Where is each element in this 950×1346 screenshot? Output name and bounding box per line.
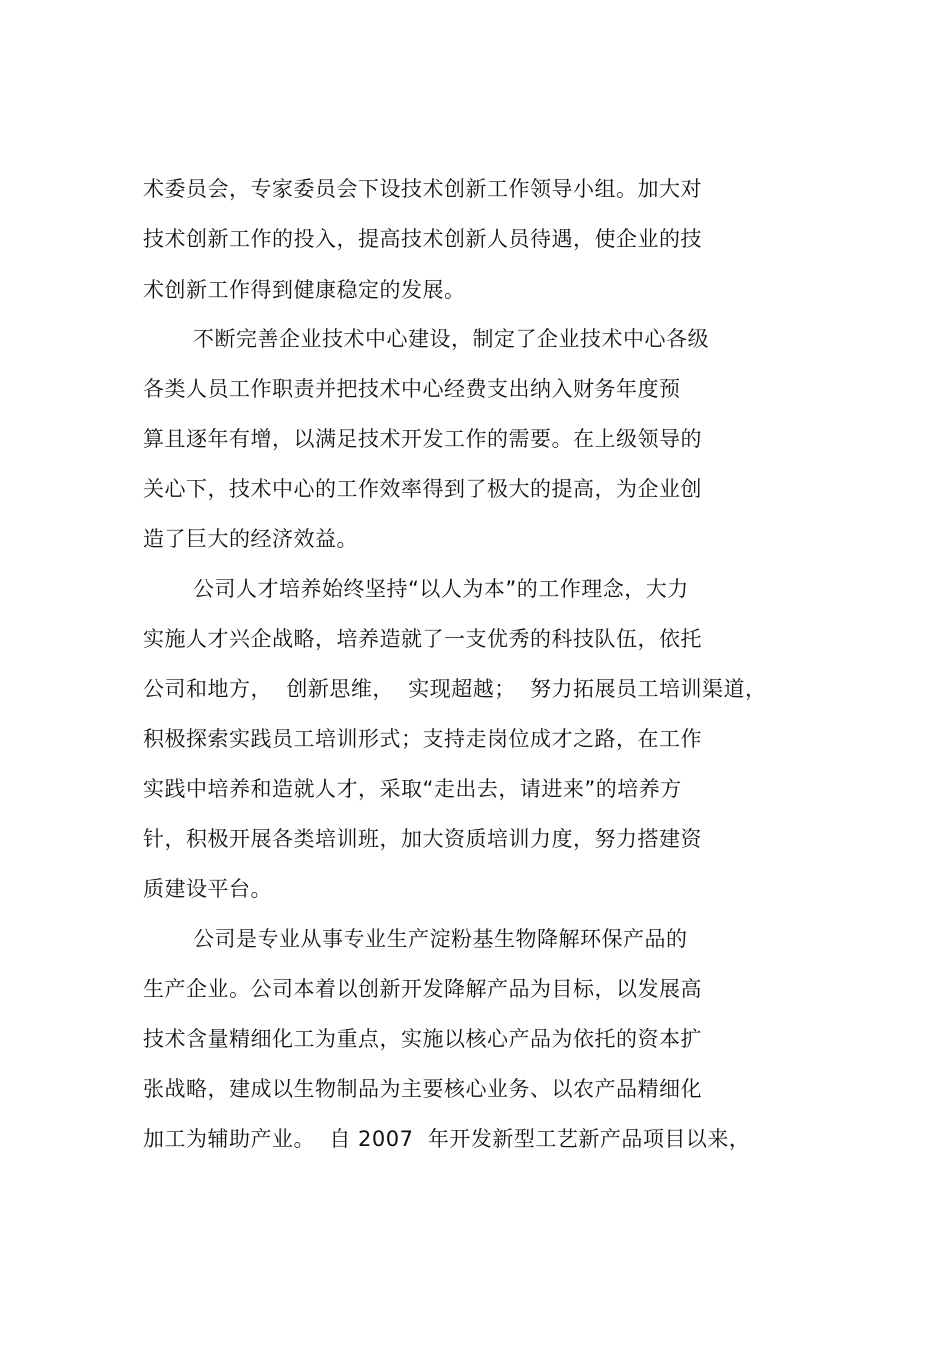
text-line: 积极探索实践员工培训形式；支持走岗位成才之路，在工作 bbox=[143, 727, 702, 751]
text-line: 张战略，建成以生物制品为主要核心业务、以农产品精细化 bbox=[143, 1077, 702, 1101]
text-line: 造了巨大的经济效益。 bbox=[143, 527, 358, 551]
text-line: 实施人才兴企战略，培养造就了一支优秀的科技队伍，依托 bbox=[143, 627, 702, 651]
text-line: 术创新工作得到健康稳定的发展。 bbox=[143, 278, 466, 302]
text-line: 算且逐年有增，以满足技术开发工作的需要。在上级领导的 bbox=[143, 427, 702, 451]
paragraph-start-line: 公司是专业从事专业生产淀粉基生物降解环保产品的 bbox=[193, 927, 688, 951]
text-line: 生产企业。公司本着以创新开发降解产品为目标，以发展高 bbox=[143, 977, 702, 1001]
text-line: 关心下，技术中心的工作效率得到了极大的提高，为企业创 bbox=[143, 477, 702, 501]
text-line: 实践中培养和造就人才，采取“走出去，请进来”的培养方 bbox=[143, 777, 682, 801]
paragraph-start-line: 公司人才培养始终坚持“以人为本”的工作理念，大力 bbox=[193, 577, 689, 601]
text-line: 质建设平台。 bbox=[143, 877, 272, 901]
text-line: 技术含量精细化工为重点，实施以核心产品为依托的资本扩 bbox=[143, 1027, 702, 1051]
text-line: 各类人员工作职责并把技术中心经费支出纳入财务年度预 bbox=[143, 377, 681, 401]
text-line: 术委员会，专家委员会下设技术创新工作领导小组。加大对 bbox=[143, 177, 702, 201]
text-line: 针，积极开展各类培训班，加大资质培训力度，努力搭建资 bbox=[143, 827, 702, 851]
text-line: 技术创新工作的投入，提高技术创新人员待遇，使企业的技 bbox=[143, 227, 702, 251]
text-line: 加工为辅助产业。 自 2007 年开发新型工艺新产品项目以来， bbox=[143, 1127, 751, 1151]
paragraph-start-line: 不断完善企业技术中心建设，制定了企业技术中心各级 bbox=[193, 327, 709, 351]
text-line: 公司和地方， 创新思维， 实现超越； 努力拓展员工培训渠道， bbox=[143, 677, 767, 701]
